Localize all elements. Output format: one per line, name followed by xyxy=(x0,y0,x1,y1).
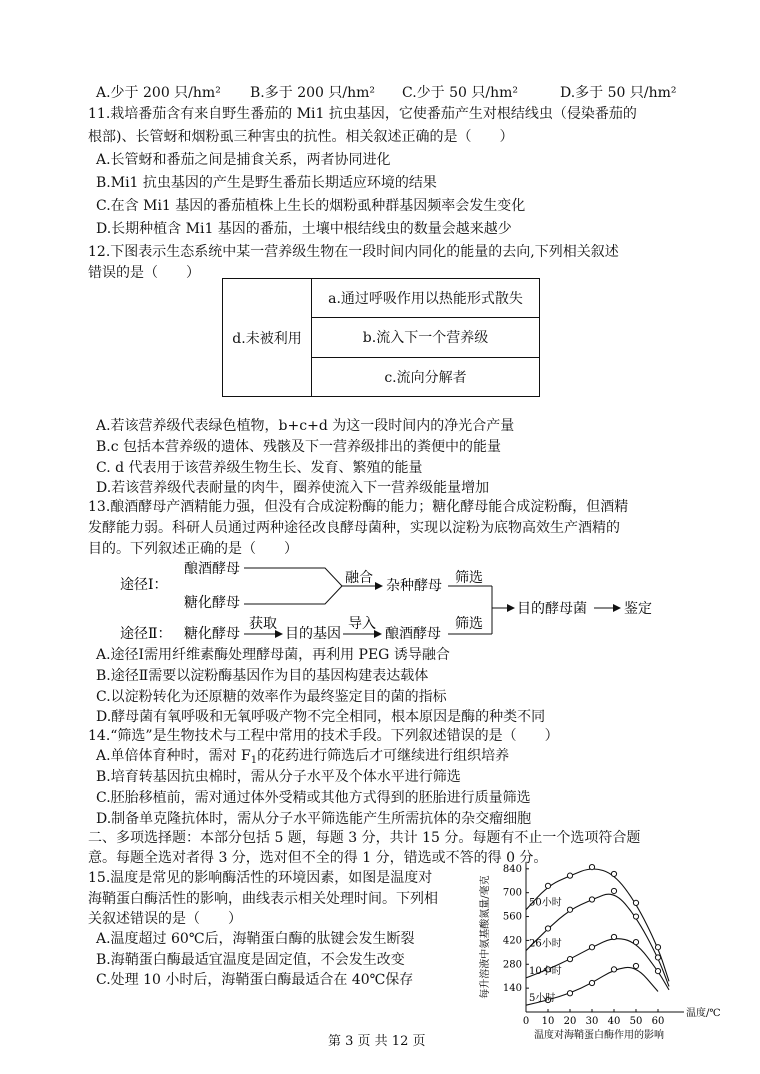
data-point xyxy=(589,980,594,985)
data-point xyxy=(545,926,550,931)
x-tick-label: 40 xyxy=(607,1016,621,1027)
q10-option-c: C.少于 50 只/hm² xyxy=(402,85,518,101)
q13-option-d: D.酵母菌有氧呼吸和无氧呼吸产物不完全相同，根本原因是酶的种类不同 xyxy=(96,709,546,725)
x-tick-label: 30 xyxy=(585,1016,599,1027)
target-yeast: 目的酵母菌 xyxy=(517,601,587,617)
brew-yeast-2: 酿酒酵母 xyxy=(385,626,441,640)
q13-stem-2: 发酵能力弱。科研人员通过两种途径改良酵母菌种，实现以淀粉为底物高效生产酒精的 xyxy=(88,520,620,536)
x-tick-label: 50 xyxy=(629,1016,643,1027)
q11-option-a: A.长管蚜和番茄之间是捕食关系，两者协同进化 xyxy=(96,152,391,168)
q10-option-d: D.多于 50 只/hm² xyxy=(560,85,677,101)
import-label: 导入 xyxy=(348,616,376,632)
data-point xyxy=(589,945,594,950)
y-tick-label: 700 xyxy=(502,887,522,899)
y-axis-label: 每升溶液中氨基酸氮量/毫克 xyxy=(480,875,491,999)
q12-stem-2: 错误的是（ ） xyxy=(88,265,200,281)
data-point xyxy=(589,897,594,902)
data-point xyxy=(655,955,660,960)
q14-option-c: C.胚胎移植前，需对通过体外受精或其他方式得到的胚胎进行质量筛选 xyxy=(96,790,531,806)
data-point xyxy=(611,888,616,893)
data-point xyxy=(655,945,660,950)
q11-option-b: B.Mi1 抗虫基因的产生是野生番茄长期适应环境的结果 xyxy=(96,175,437,191)
y-tick-label: 420 xyxy=(502,935,522,947)
q14-option-b: B.培育转基因抗虫棉时，需从分子水平及个体水平进行筛选 xyxy=(96,769,461,785)
q14-option-a xyxy=(96,747,509,770)
data-point xyxy=(545,883,550,888)
q14-option-a-post: 的花药进行筛选后才可继续进行组织培养 xyxy=(257,748,510,764)
get-label: 获取 xyxy=(249,616,277,632)
q14-option-d: D.制备单克隆抗体时，需从分子水平筛选能产生所需抗体的杂交瘤细胞 xyxy=(96,811,532,827)
target-gene: 目的基因 xyxy=(285,626,341,640)
series-label: 26小时 xyxy=(529,938,562,950)
x-tick-label: 20 xyxy=(563,1016,577,1027)
energy-flow-table xyxy=(222,278,540,397)
q11-stem-1: 11.栽培番茄含有来自野生番茄的 Mi1 抗虫基因，它使番茄产生对根结线虫（侵染番茄的 xyxy=(88,106,637,122)
x-tick-label: 60 xyxy=(651,1016,665,1027)
identify-label: 鉴定 xyxy=(624,601,652,617)
series-label: 50小时 xyxy=(529,897,562,909)
q15-stem-2: 海鞘蛋白酶活性的影响，曲线表示相关处理时间。下列相 xyxy=(88,891,438,907)
y-tick-label: 840 xyxy=(502,863,522,875)
cell-decomposer: c.流向分解者 xyxy=(312,357,540,396)
q12-option-b: B.c 包括本营养级的遗体、残骸及下一营养级排出的粪便中的能量 xyxy=(96,439,502,455)
yeast-pathway-diagram xyxy=(0,556,760,640)
q10-option-a: A.少于 200 只/hm² xyxy=(96,85,221,101)
q12-option-d: D.若该营养级代表耐量的肉牛，圈养使流入下一营养级能量增加 xyxy=(96,480,490,496)
path1-label: 途径Ⅰ： xyxy=(120,577,168,593)
q14-stem: 14.“筛选”是生物技术与工程中常用的技术手段。下列叙述错误的是（ ） xyxy=(88,728,559,744)
screen-label-2: 筛选 xyxy=(455,616,483,632)
q15-option-b: B.海鞘蛋白酶最适宜温度是固定值，不会发生改变 xyxy=(96,952,405,968)
data-point xyxy=(611,934,616,939)
enzyme-activity-chart xyxy=(472,856,722,1048)
merge-line-top xyxy=(244,568,342,586)
q12-stem-1: 12.下图表示生态系统中某一营养级生物在一段时间内同化的能量的去向,下列相关叙述 xyxy=(88,244,619,260)
data-point xyxy=(567,873,572,878)
data-point xyxy=(633,940,638,945)
data-point xyxy=(655,968,660,973)
q15-option-a: A.温度超过 60℃后，海鞘蛋白酶的肽键会发生断裂 xyxy=(96,931,415,947)
screen-label-1: 筛选 xyxy=(455,570,483,586)
path2-label: 途径Ⅱ： xyxy=(120,626,172,640)
q15-stem-3: 关叙述错误的是（ ） xyxy=(88,911,242,927)
cell-unused: d.未被利用 xyxy=(223,279,312,397)
q12-option-a: A.若该营养级代表绿色植物，b+c+d 为这一段时间内的净光合产量 xyxy=(96,418,515,434)
q13-option-a: A.途径Ⅰ需用纤维素酶处理酵母菌，再利用 PEG 诱导融合 xyxy=(96,647,450,663)
cell-respiration: a.通过呼吸作用以热能形式散失 xyxy=(312,279,540,318)
q14-option-a-pre: A.单倍体育种时，需对 F xyxy=(96,748,251,764)
hybrid-yeast: 杂种酵母 xyxy=(386,578,442,594)
data-point xyxy=(633,900,638,905)
data-point xyxy=(611,967,616,972)
data-point xyxy=(633,963,638,968)
q15-stem-1: 15.温度是常见的影响酶活性的环境因素，如图是温度对 xyxy=(88,870,433,886)
q13-option-c: C.以淀粉转化为还原糖的效率作为最终鉴定目的菌的指标 xyxy=(96,689,447,705)
y-tick-label: 280 xyxy=(502,959,522,971)
fuse-label: 融合 xyxy=(345,570,373,586)
data-point xyxy=(589,865,594,870)
q13-option-b: B.途径Ⅱ需要以淀粉酶基因作为目的基因构建表达载体 xyxy=(96,668,429,684)
data-point xyxy=(633,914,638,919)
data-point xyxy=(567,957,572,962)
cell-next-level: b.流入下一个营养级 xyxy=(312,318,540,357)
x-tick-label: 10 xyxy=(541,1016,555,1027)
sugar-yeast-2: 糖化酵母 xyxy=(184,626,240,640)
section2-line-2: 意。每题全选对者得 3 分，选对但不全的得 1 分，错选或不答的得 0 分。 xyxy=(88,850,548,866)
q14-option-a-sub: 1 xyxy=(250,755,258,766)
x-tick-label: 0 xyxy=(522,1016,530,1027)
q12-option-c: C. d 代表用于该营养级生物生长、发育、繁殖的能量 xyxy=(96,460,423,476)
merge-line-bottom xyxy=(244,586,342,604)
chart-title: 温度对海鞘蛋白酶作用的影响 xyxy=(534,1030,664,1041)
page-footer: 第 3 页 共 12 页 xyxy=(328,1034,426,1049)
x-axis-label: 温度/℃ xyxy=(686,1008,721,1019)
q10-option-b: B.多于 200 只/hm² xyxy=(250,85,375,101)
series-label: 5小时 xyxy=(529,993,556,1005)
q13-stem-1: 13.酿酒酵母产酒精能力强，但没有合成淀粉酶的能力；糖化酵母能合成淀粉酶，但酒精 xyxy=(88,499,629,515)
y-tick-label: 140 xyxy=(502,983,522,995)
q11-option-d: D.长期种植含 Mi1 基因的番茄，土壤中根结线虫的数量会越来越少 xyxy=(96,221,512,237)
sugar-yeast-1: 糖化酵母 xyxy=(184,595,240,611)
q11-stem-2: 根部)、长管蚜和烟粉虱三种害虫的抗性。相关叙述正确的是（ ） xyxy=(88,129,514,145)
series-label: 10小时 xyxy=(529,965,562,977)
brew-yeast-1: 酿酒酵母 xyxy=(184,561,240,577)
data-point xyxy=(567,991,572,996)
q15-option-c: C.处理 10 小时后，海鞘蛋白酶最适合在 40℃保存 xyxy=(96,972,414,988)
q13-stem-3: 目的。下列叙述正确的是（ ） xyxy=(88,541,298,557)
section2-line-1: 二、多项选择题：本部分包括 5 题，每题 3 分，共计 15 分。每题有不止一个选项符合题 xyxy=(88,830,641,846)
q11-option-c: C.在含 Mi1 基因的番茄植株上生长的烟粉虱种群基因频率会发生变化 xyxy=(96,198,526,214)
data-point xyxy=(611,871,616,876)
y-tick-label: 560 xyxy=(502,911,522,923)
data-point xyxy=(567,907,572,912)
